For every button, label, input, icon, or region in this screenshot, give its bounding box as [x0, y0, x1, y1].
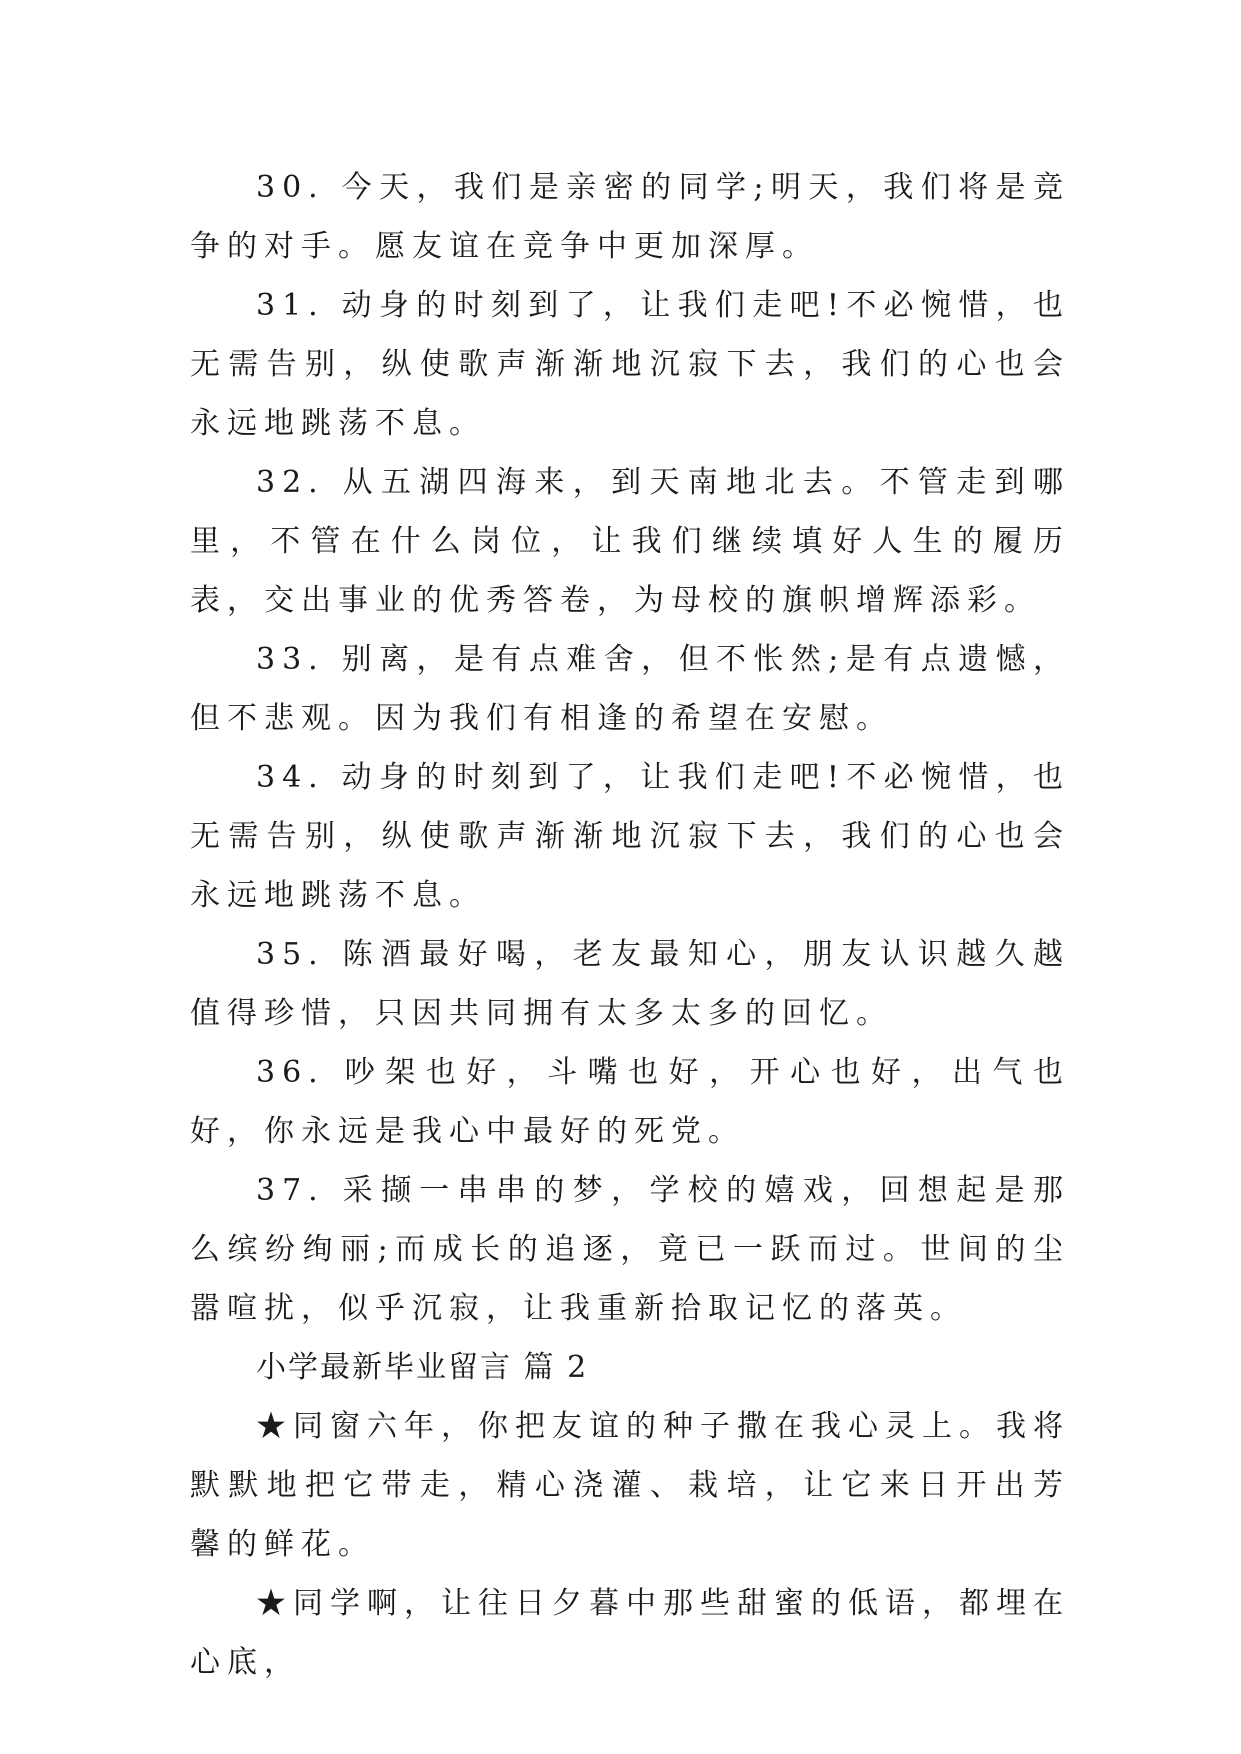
paragraph-34: 34. 动身的时刻到了，让我们走吧!不必惋惜，也无需告别，纵使歌声渐渐地沉寂下去，我们的心也会永远地跳荡不息。	[190, 760, 1070, 913]
paragraph-36: 36. 吵架也好，斗嘴也好，开心也好，出气也好，你永远是我心中最好的死党。	[190, 1055, 1070, 1149]
section-paragraph-1: ★同窗六年，你把友谊的种子撒在我心灵上。我将默默地把它带走，精心浇灌、栽培，让它来日开出芳馨的鲜花。	[190, 1409, 1070, 1562]
paragraph-37: 37. 采撷一串串的梦，学校的嬉戏，回想起是那么缤纷绚丽;而成长的追逐，竟已一跃而过。世间的尘嚣喧扰，似乎沉寂，让我重新拾取记忆的落英。	[190, 1173, 1070, 1326]
paragraph-32: 32. 从五湖四海来，到天南地北去。不管走到哪里，不管在什么岗位，让我们继续填好人生的履历表，交出事业的优秀答卷，为母校的旗帜增辉添彩。	[190, 465, 1070, 618]
section-paragraph-2: ★同学啊，让往日夕暮中那些甜蜜的低语，都埋在心底，	[190, 1586, 1070, 1680]
paragraph-30: 30. 今天，我们是亲密的同学;明天，我们将是竞争的对手。愿友谊在竞争中更加深厚。	[190, 170, 1070, 264]
paragraph-33: 33. 别离，是有点难舍，但不怅然;是有点遗憾，但不悲观。因为我们有相逢的希望在安慰。	[190, 642, 1070, 736]
paragraph-31: 31. 动身的时刻到了，让我们走吧!不必惋惜，也无需告别，纵使歌声渐渐地沉寂下去，我们的心也会永远地跳荡不息。	[190, 288, 1070, 441]
document-page	[190, 158, 1070, 1692]
section-heading: 小学最新毕业留言 篇 2	[256, 1350, 589, 1385]
paragraph-35: 35. 陈酒最好喝，老友最知心，朋友认识越久越值得珍惜，只因共同拥有太多太多的回忆。	[190, 937, 1070, 1031]
